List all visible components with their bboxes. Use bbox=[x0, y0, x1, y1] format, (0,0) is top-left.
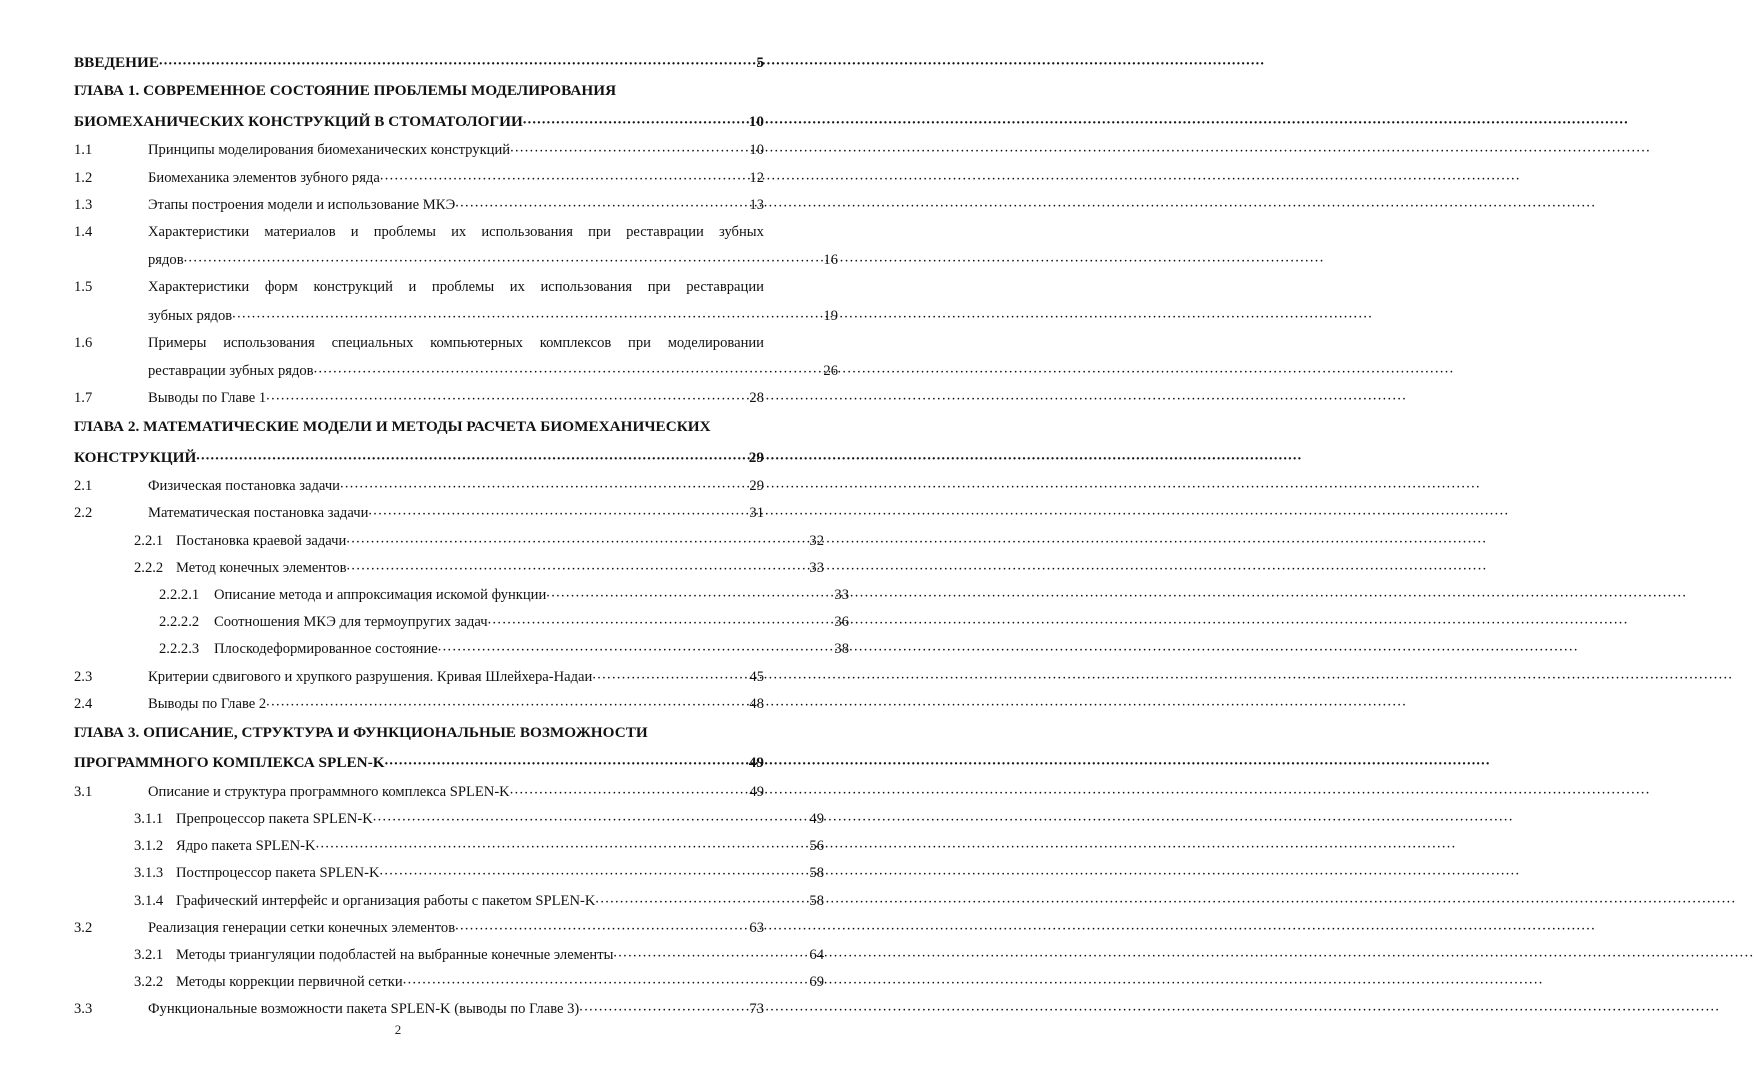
toc-entry-number: 2.3 bbox=[74, 668, 93, 685]
page-folio-number: 2 bbox=[394, 1022, 402, 1037]
toc-entry-section[interactable] bbox=[74, 479, 764, 494]
toc-entry-title: Постановка краевой задачи bbox=[176, 532, 347, 549]
dot-leader bbox=[380, 168, 741, 182]
dot-leader bbox=[346, 531, 801, 545]
toc-entry-page-number: 28 bbox=[749, 390, 764, 407]
toc-entry-title-line bbox=[74, 449, 764, 467]
toc-entry-section[interactable] bbox=[74, 866, 824, 881]
toc-entry-number: 2.2 bbox=[74, 505, 93, 522]
toc-entry-section[interactable] bbox=[74, 670, 764, 685]
toc-entry-section[interactable] bbox=[74, 143, 764, 158]
toc-entry-page-number: 69 bbox=[809, 974, 824, 991]
toc-entry-title: Плоскодеформированное состояние bbox=[214, 641, 438, 658]
toc-entry-section[interactable] bbox=[74, 921, 764, 936]
dot-leader bbox=[184, 250, 815, 264]
toc-entry-number: 2.2.1 bbox=[134, 532, 164, 549]
toc-entry-number: 3.1 bbox=[74, 783, 93, 800]
dot-leader bbox=[266, 694, 741, 708]
toc-entry-section[interactable] bbox=[74, 506, 764, 521]
dot-leader bbox=[379, 864, 801, 878]
toc-entry-page-number: 58 bbox=[809, 865, 824, 882]
dot-leader bbox=[196, 447, 741, 464]
toc-entry-title: Математическая постановка задачи bbox=[148, 505, 369, 522]
toc-entry-number: 3.1.4 bbox=[134, 892, 164, 909]
toc-entry-page-number: 73 bbox=[749, 1001, 764, 1018]
toc-entry-title: Ядро пакета SPLEN-K bbox=[176, 838, 316, 855]
toc-entry-title: Физическая постановка задачи bbox=[148, 478, 340, 495]
toc-entry-title-line bbox=[74, 364, 838, 379]
dot-leader bbox=[232, 306, 815, 320]
toc-entry-page-number: 10 bbox=[749, 142, 764, 159]
toc-entry-number: 2.2.2.2 bbox=[159, 614, 200, 631]
toc-entry-title: ГЛАВА 1. СОВРЕМЕННОЕ СОСТОЯНИЕ ПРОБЛЕМЫ МОДЕЛИРОВАНИЯ bbox=[74, 82, 617, 100]
toc-entry-section[interactable] bbox=[74, 697, 764, 712]
toc-entry-chapter[interactable] bbox=[74, 82, 764, 130]
toc-entry-number: 3.1.2 bbox=[134, 838, 164, 855]
toc-entry-front-matter[interactable] bbox=[74, 55, 764, 70]
toc-entry-number: 3.3 bbox=[74, 1001, 93, 1018]
toc-entry-number: 1.3 bbox=[74, 196, 93, 213]
toc-entry-page-number: 33 bbox=[809, 559, 824, 576]
toc-entry-title-continuation: рядов bbox=[148, 252, 184, 269]
toc-entry-title-line bbox=[74, 754, 764, 772]
dot-leader bbox=[159, 53, 741, 67]
toc-entry-number: 2.2.2.1 bbox=[159, 586, 200, 603]
toc-entry-section[interactable] bbox=[74, 588, 849, 603]
toc-entry-chapter[interactable] bbox=[74, 724, 764, 772]
dot-leader bbox=[314, 361, 815, 375]
toc-entry-title-line bbox=[74, 225, 764, 240]
document-page bbox=[0, 0, 849, 1085]
toc-entry-number: 1.1 bbox=[74, 142, 93, 159]
toc-entry-section[interactable] bbox=[74, 223, 838, 269]
dot-leader bbox=[373, 809, 801, 823]
toc-entry-title: Методы коррекции первичной сетки bbox=[176, 974, 403, 991]
toc-entry-page-number: 56 bbox=[809, 838, 824, 855]
toc-entry-title: ПРОГРАММНОГО КОМПЛЕКСА SPLEN-K bbox=[74, 754, 385, 772]
toc-entry-section[interactable] bbox=[74, 894, 824, 909]
toc-entry-page-number: 29 bbox=[748, 448, 764, 466]
dot-leader bbox=[579, 1000, 741, 1014]
toc-entry-page-number: 49 bbox=[749, 783, 764, 800]
toc-entry-page-number: 32 bbox=[809, 532, 824, 549]
dot-leader bbox=[266, 388, 741, 402]
toc-entry-page-number: 36 bbox=[834, 614, 849, 631]
toc-entry-number: 1.4 bbox=[74, 223, 93, 240]
toc-entry-page-number: 13 bbox=[749, 196, 764, 213]
dot-leader bbox=[368, 504, 741, 518]
dot-leader bbox=[523, 111, 741, 128]
dot-leader bbox=[385, 753, 741, 770]
dot-leader bbox=[340, 477, 741, 491]
toc-entry-title: Функциональные возможности пакета SPLEN-K (выводы по Главе 3) bbox=[148, 1001, 580, 1018]
toc-entry-title: Этапы построения модели и использование МКЭ bbox=[148, 196, 456, 213]
toc-entry-section[interactable] bbox=[74, 975, 824, 990]
toc-entry-title-line bbox=[74, 336, 764, 351]
table-of-contents bbox=[74, 54, 849, 1030]
toc-entry-title: Характеристики форм конструкций и проблемы их использования при реставрации bbox=[148, 279, 764, 296]
toc-entry-title: Примеры использования специальных компьютерных комплексов при моделировании bbox=[148, 334, 764, 351]
toc-entry-page-number: 64 bbox=[809, 947, 824, 964]
toc-entry-title: Графический интерфейс и организация работы с пакетом SPLEN-K bbox=[176, 892, 596, 909]
toc-entry-title-line bbox=[74, 309, 838, 324]
toc-entry-number: 1.5 bbox=[74, 279, 93, 296]
toc-entry-title: Методы триангуляции подобластей на выбранные конечные элементы bbox=[176, 947, 614, 964]
toc-entry-section[interactable] bbox=[74, 334, 838, 379]
toc-entry-section[interactable] bbox=[74, 561, 824, 576]
toc-entry-number: 2.2.2.3 bbox=[159, 641, 200, 658]
toc-entry-number: 2.1 bbox=[74, 478, 93, 495]
dot-leader bbox=[510, 782, 741, 796]
dot-leader bbox=[438, 640, 826, 654]
toc-entry-number: 3.2.1 bbox=[134, 947, 164, 964]
toc-entry-title: Характеристики материалов и проблемы их использования при реставрации зубных bbox=[148, 223, 764, 240]
toc-entry-section[interactable] bbox=[74, 839, 824, 854]
toc-entry-title: Выводы по Главе 2 bbox=[148, 695, 267, 712]
dot-leader bbox=[592, 667, 741, 681]
toc-entry-title: Метод конечных элементов bbox=[176, 559, 347, 576]
toc-entry-number: 2.4 bbox=[74, 695, 93, 712]
toc-entry-section[interactable] bbox=[74, 812, 824, 827]
toc-entry-number: 3.1.3 bbox=[134, 865, 164, 882]
toc-entry-title: ВВЕДЕНИЕ bbox=[74, 54, 160, 71]
toc-entry-page-number: 12 bbox=[749, 169, 764, 186]
dot-leader bbox=[595, 891, 801, 905]
toc-entry-number: 3.2.2 bbox=[134, 974, 164, 991]
toc-entry-title: КОНСТРУКЦИЙ bbox=[74, 448, 197, 466]
toc-entry-title: Препроцессор пакета SPLEN-K bbox=[176, 811, 373, 828]
toc-entry-page-number: 49 bbox=[809, 811, 824, 828]
toc-entry-page-number: 29 bbox=[749, 478, 764, 495]
toc-entry-title-line bbox=[74, 113, 764, 131]
toc-entry-title: Принципы моделирования биомеханических конструкций bbox=[148, 142, 511, 159]
toc-entry-number: 2.2.2 bbox=[134, 559, 164, 576]
toc-entry-title-line bbox=[74, 82, 764, 100]
dot-leader bbox=[488, 613, 826, 627]
toc-entry-title: Описание метода и аппроксимация искомой функции bbox=[214, 586, 547, 603]
toc-entry-title: Выводы по Главе 1 bbox=[148, 390, 267, 407]
toc-entry-page-number: 31 bbox=[749, 505, 764, 522]
toc-entry-number: 1.2 bbox=[74, 169, 93, 186]
toc-entry-section[interactable] bbox=[74, 534, 824, 549]
toc-entry-page-number: 45 bbox=[749, 668, 764, 685]
toc-entry-page-number: 10 bbox=[748, 112, 764, 130]
toc-entry-chapter[interactable] bbox=[74, 418, 764, 466]
toc-entry-section[interactable] bbox=[74, 785, 764, 800]
toc-entry-title: Реализация генерации сетки конечных элементов bbox=[148, 919, 456, 936]
dot-leader bbox=[613, 945, 801, 959]
toc-entry-page-number: 33 bbox=[834, 586, 849, 603]
dot-leader bbox=[455, 195, 741, 209]
toc-entry-page-number: 58 bbox=[809, 892, 824, 909]
toc-entry-page-number: 16 bbox=[823, 252, 838, 269]
toc-entry-title: БИОМЕХАНИЧЕСКИХ КОНСТРУКЦИЙ В СТОМАТОЛОГИИ bbox=[74, 112, 523, 130]
toc-entry-title: Соотношения МКЭ для термоупругих задач bbox=[214, 614, 488, 631]
toc-entry-title-continuation: реставрации зубных рядов bbox=[148, 362, 314, 379]
dot-leader bbox=[455, 918, 741, 932]
toc-entry-page-number: 48 bbox=[749, 695, 764, 712]
toc-entry-section[interactable] bbox=[74, 948, 824, 963]
toc-entry-section[interactable] bbox=[74, 391, 764, 406]
toc-entry-title-line bbox=[74, 418, 764, 436]
toc-entry-number: 1.6 bbox=[74, 334, 93, 351]
dot-leader bbox=[403, 973, 801, 987]
toc-entry-section[interactable] bbox=[74, 171, 764, 186]
toc-entry-section[interactable] bbox=[74, 1002, 764, 1017]
toc-entry-number: 3.2 bbox=[74, 919, 93, 936]
toc-entry-title: Описание и структура программного комплекса SPLEN-K bbox=[148, 783, 510, 800]
toc-entry-page-number: 5 bbox=[756, 54, 764, 71]
toc-entry-section[interactable] bbox=[74, 198, 764, 213]
toc-entry-title: ГЛАВА 2. МАТЕМАТИЧЕСКИЕ МОДЕЛИ И МЕТОДЫ РАСЧЕТА БИОМЕХАНИЧЕСКИХ bbox=[74, 418, 711, 436]
toc-entry-title: Биомеханика элементов зубного ряда bbox=[148, 169, 380, 186]
toc-entry-page-number: 63 bbox=[749, 919, 764, 936]
toc-entry-number: 1.7 bbox=[74, 390, 93, 407]
toc-entry-section[interactable] bbox=[74, 642, 849, 657]
toc-entry-title-line bbox=[74, 280, 764, 295]
toc-entry-page-number: 26 bbox=[823, 362, 838, 379]
toc-entry-page-number: 19 bbox=[823, 307, 838, 324]
toc-entry-section[interactable] bbox=[74, 279, 838, 324]
toc-entry-title: ГЛАВА 3. ОПИСАНИЕ, СТРУКТУРА И ФУНКЦИОНАЛЬНЫЕ ВОЗМОЖНОСТИ bbox=[74, 723, 648, 741]
toc-entry-title-line bbox=[74, 724, 764, 742]
dot-leader bbox=[546, 585, 826, 599]
toc-entry-title-continuation: зубных рядов bbox=[148, 307, 233, 324]
toc-entry-title: Критерии сдвигового и хрупкого разрушения. Кривая Шлейхера-Надаи bbox=[148, 668, 593, 685]
toc-entry-section[interactable] bbox=[74, 615, 849, 630]
toc-entry-page-number: 49 bbox=[748, 754, 764, 772]
toc-entry-title-line bbox=[74, 253, 838, 268]
dot-leader bbox=[347, 558, 801, 572]
dot-leader bbox=[316, 837, 801, 851]
toc-entry-number: 3.1.1 bbox=[134, 811, 164, 828]
dot-leader bbox=[510, 141, 741, 155]
toc-entry-title: Постпроцессор пакета SPLEN-K bbox=[176, 865, 380, 882]
toc-entry-page-number: 38 bbox=[834, 641, 849, 658]
